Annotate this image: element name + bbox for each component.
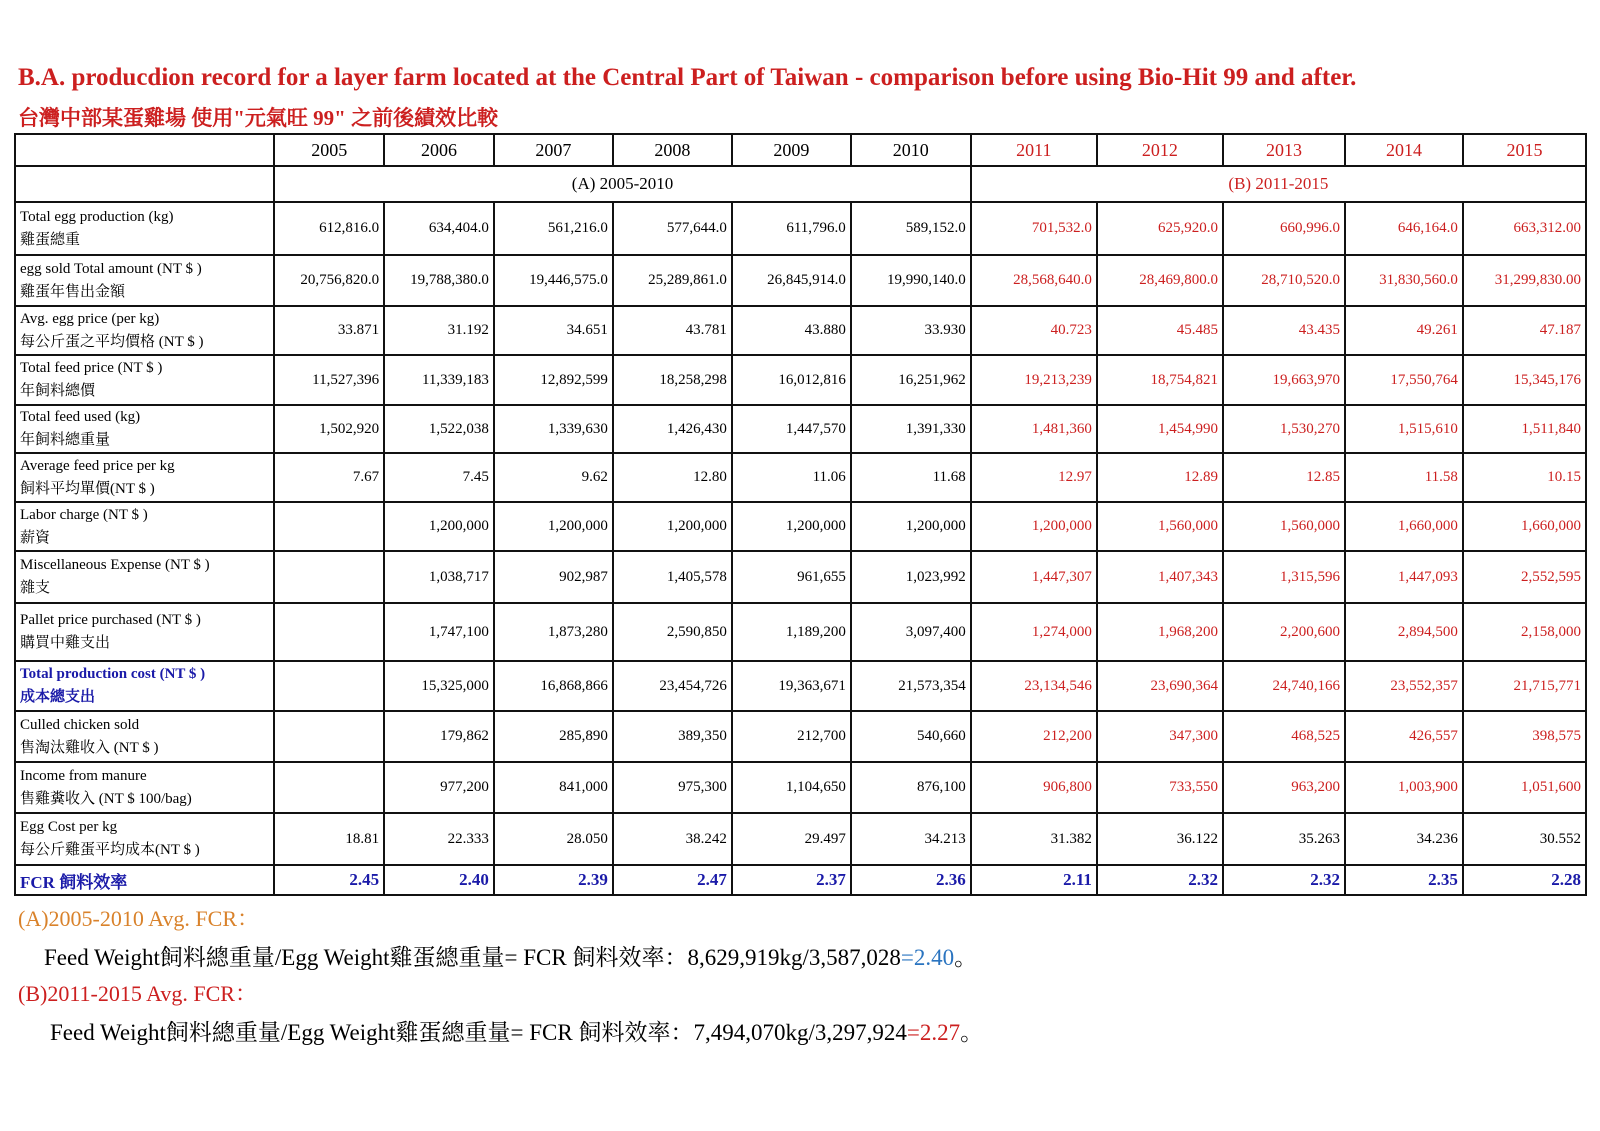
value-cell: 23,552,357 bbox=[1345, 661, 1463, 711]
row-label-cell bbox=[15, 603, 274, 661]
value-cell: 2,894,500 bbox=[1345, 603, 1463, 661]
value-cell bbox=[274, 711, 384, 762]
value-cell: 12,892,599 bbox=[494, 355, 613, 405]
value-cell: 2,590,850 bbox=[613, 603, 732, 661]
note-a-formula: Feed Weight飼料總重量/Egg Weight雞蛋總重量= FCR 飼料效率：8,629,919kg/3,587,028 bbox=[44, 945, 901, 970]
value-cell: 876,100 bbox=[851, 762, 971, 813]
value-cell: 28,710,520.0 bbox=[1223, 255, 1345, 306]
table-row bbox=[15, 202, 1586, 255]
note-b-formula: Feed Weight飼料總重量/Egg Weight雞蛋總重量= FCR 飼料效率：7,494,070kg/3,297,924 bbox=[50, 1020, 907, 1045]
row-label-english: Average feed price per kg bbox=[20, 457, 175, 474]
value-cell: 28,469,800.0 bbox=[1097, 255, 1223, 306]
value-cell bbox=[274, 603, 384, 661]
value-cell: 1,405,578 bbox=[613, 551, 732, 603]
value-cell: 49.261 bbox=[1345, 306, 1463, 355]
value-cell: 1,502,920 bbox=[274, 405, 384, 453]
value-cell: 30.552 bbox=[1463, 813, 1586, 865]
year-header-cell: 2005 bbox=[274, 134, 384, 166]
value-cell: 29.497 bbox=[732, 813, 851, 865]
value-cell: 12.97 bbox=[971, 453, 1097, 502]
row-label-cell bbox=[15, 661, 274, 711]
row-label-english: Labor charge (NT $ ) bbox=[20, 506, 148, 523]
value-cell: 212,700 bbox=[732, 711, 851, 762]
value-cell: 589,152.0 bbox=[851, 202, 971, 255]
value-cell: 33.871 bbox=[274, 306, 384, 355]
value-cell: 43.880 bbox=[732, 306, 851, 355]
value-cell: 17,550,764 bbox=[1345, 355, 1463, 405]
value-cell: 19,363,671 bbox=[732, 661, 851, 711]
fcr-value-cell: 2.45 bbox=[274, 865, 384, 895]
value-cell: 634,404.0 bbox=[384, 202, 494, 255]
row-label-english: Total production cost (NT $ ) bbox=[20, 666, 206, 682]
table-row bbox=[15, 502, 1586, 551]
value-cell: 19,990,140.0 bbox=[851, 255, 971, 306]
value-cell: 19,788,380.0 bbox=[384, 255, 494, 306]
value-cell: 1,315,596 bbox=[1223, 551, 1345, 603]
value-cell: 36.122 bbox=[1097, 813, 1223, 865]
fcr-value-cell: 2.32 bbox=[1223, 865, 1345, 895]
value-cell: 43.781 bbox=[613, 306, 732, 355]
value-cell: 21,573,354 bbox=[851, 661, 971, 711]
value-cell: 212,200 bbox=[971, 711, 1097, 762]
value-cell: 11.06 bbox=[732, 453, 851, 502]
value-cell: 1,038,717 bbox=[384, 551, 494, 603]
table-row bbox=[15, 306, 1586, 355]
value-cell: 11.58 bbox=[1345, 453, 1463, 502]
row-label-english: Egg Cost per kg bbox=[20, 819, 118, 835]
value-cell: 9.62 bbox=[494, 453, 613, 502]
value-cell: 12.85 bbox=[1223, 453, 1345, 502]
value-cell: 1,515,610 bbox=[1345, 405, 1463, 453]
fcr-value-cell: 2.39 bbox=[494, 865, 613, 895]
table-row bbox=[15, 711, 1586, 762]
value-cell: 1,747,100 bbox=[384, 603, 494, 661]
value-cell: 663,312.00 bbox=[1463, 202, 1586, 255]
period-blank-cell bbox=[15, 166, 274, 202]
fcr-value-cell: 2.47 bbox=[613, 865, 732, 895]
year-header-cell: 2012 bbox=[1097, 134, 1223, 166]
row-label-chinese: 雜支 bbox=[20, 580, 51, 596]
value-cell: 625,920.0 bbox=[1097, 202, 1223, 255]
value-cell: 540,660 bbox=[851, 711, 971, 762]
row-label-chinese: 每公斤蛋之平均價格 (NT $ ) bbox=[20, 333, 204, 350]
row-label-chinese: 年飼料總重量 bbox=[20, 432, 111, 448]
year-header-cell: 2011 bbox=[971, 134, 1097, 166]
value-cell: 28,568,640.0 bbox=[971, 255, 1097, 306]
value-cell: 31,299,830.00 bbox=[1463, 255, 1586, 306]
value-cell: 31.192 bbox=[384, 306, 494, 355]
value-cell: 12.80 bbox=[613, 453, 732, 502]
value-cell: 1,200,000 bbox=[384, 502, 494, 551]
fcr-value-cell: 2.11 bbox=[971, 865, 1097, 895]
value-cell: 2,158,000 bbox=[1463, 603, 1586, 661]
period-b-label: (B) 2011-2015 bbox=[971, 166, 1586, 202]
row-label-cell bbox=[15, 711, 274, 762]
production-record-table bbox=[14, 133, 1587, 896]
value-cell: 701,532.0 bbox=[971, 202, 1097, 255]
fcr-row bbox=[15, 865, 1586, 895]
row-label-cell bbox=[15, 762, 274, 813]
table-row bbox=[15, 453, 1586, 502]
value-cell: 18,754,821 bbox=[1097, 355, 1223, 405]
table-row bbox=[15, 813, 1586, 865]
value-cell: 285,890 bbox=[494, 711, 613, 762]
value-cell: 1,200,000 bbox=[971, 502, 1097, 551]
table-row bbox=[15, 762, 1586, 813]
value-cell: 1,511,840 bbox=[1463, 405, 1586, 453]
table-row bbox=[15, 255, 1586, 306]
row-label-english: Income from manure bbox=[20, 767, 147, 784]
value-cell: 1,968,200 bbox=[1097, 603, 1223, 661]
row-label-cell bbox=[15, 355, 274, 405]
value-cell: 3,097,400 bbox=[851, 603, 971, 661]
value-cell: 1,200,000 bbox=[613, 502, 732, 551]
value-cell: 16,251,962 bbox=[851, 355, 971, 405]
value-cell: 611,796.0 bbox=[732, 202, 851, 255]
year-header-cell: 2007 bbox=[494, 134, 613, 166]
value-cell: 975,300 bbox=[613, 762, 732, 813]
value-cell bbox=[274, 762, 384, 813]
value-cell: 1,522,038 bbox=[384, 405, 494, 453]
value-cell: 1,274,000 bbox=[971, 603, 1097, 661]
value-cell: 1,560,000 bbox=[1097, 502, 1223, 551]
value-cell: 26,845,914.0 bbox=[732, 255, 851, 306]
value-cell: 31,830,560.0 bbox=[1345, 255, 1463, 306]
fcr-value-cell: 2.32 bbox=[1097, 865, 1223, 895]
value-cell: 1,391,330 bbox=[851, 405, 971, 453]
value-cell: 1,447,093 bbox=[1345, 551, 1463, 603]
value-cell: 733,550 bbox=[1097, 762, 1223, 813]
table-row bbox=[15, 603, 1586, 661]
value-cell: 43.435 bbox=[1223, 306, 1345, 355]
value-cell: 20,756,820.0 bbox=[274, 255, 384, 306]
year-header-cell: 2008 bbox=[613, 134, 732, 166]
value-cell: 612,816.0 bbox=[274, 202, 384, 255]
row-label-cell bbox=[15, 453, 274, 502]
value-cell: 1,560,000 bbox=[1223, 502, 1345, 551]
value-cell: 1,454,990 bbox=[1097, 405, 1223, 453]
value-cell: 24,740,166 bbox=[1223, 661, 1345, 711]
row-label-cell bbox=[15, 405, 274, 453]
row-label-cell bbox=[15, 202, 274, 255]
value-cell: 1,530,270 bbox=[1223, 405, 1345, 453]
row-label-cell bbox=[15, 551, 274, 603]
row-label-chinese: 雞蛋年售出金額 bbox=[20, 283, 126, 300]
value-cell: 25,289,861.0 bbox=[613, 255, 732, 306]
value-cell: 2,200,600 bbox=[1223, 603, 1345, 661]
value-cell: 34.213 bbox=[851, 813, 971, 865]
table-row bbox=[15, 551, 1586, 603]
value-cell: 1,407,343 bbox=[1097, 551, 1223, 603]
value-cell: 15,345,176 bbox=[1463, 355, 1586, 405]
row-label-english: Total feed used (kg) bbox=[20, 409, 141, 425]
value-cell: 468,525 bbox=[1223, 711, 1345, 762]
value-cell: 1,447,307 bbox=[971, 551, 1097, 603]
value-cell: 1,481,360 bbox=[971, 405, 1097, 453]
row-label-chinese: 飼料平均單價(NT $ ) bbox=[20, 480, 155, 497]
value-cell: 577,644.0 bbox=[613, 202, 732, 255]
value-cell: 1,447,570 bbox=[732, 405, 851, 453]
note-a-heading: (A)2005-2010 Avg. FCR： bbox=[18, 906, 259, 931]
row-label-chinese: 每公斤雞蛋平均成本(NT $ ) bbox=[20, 842, 200, 858]
value-cell: 389,350 bbox=[613, 711, 732, 762]
note-a-end: 。 bbox=[954, 945, 978, 970]
note-b-heading: (B)2011-2015 Avg. FCR： bbox=[18, 981, 257, 1006]
value-cell: 15,325,000 bbox=[384, 661, 494, 711]
value-cell: 18,258,298 bbox=[613, 355, 732, 405]
value-cell: 963,200 bbox=[1223, 762, 1345, 813]
row-label-chinese: 年飼料總價 bbox=[20, 383, 96, 399]
row-label-chinese: 雞蛋總重 bbox=[20, 231, 81, 248]
value-cell: 1,660,000 bbox=[1345, 502, 1463, 551]
value-cell: 1,200,000 bbox=[732, 502, 851, 551]
value-cell: 45.485 bbox=[1097, 306, 1223, 355]
value-cell: 16,012,816 bbox=[732, 355, 851, 405]
year-header-row bbox=[15, 134, 1586, 166]
value-cell: 35.263 bbox=[1223, 813, 1345, 865]
value-cell: 40.723 bbox=[971, 306, 1097, 355]
row-label-chinese: 購買中雞支出 bbox=[20, 635, 111, 651]
value-cell bbox=[274, 661, 384, 711]
value-cell bbox=[274, 502, 384, 551]
note-b-formula-line bbox=[50, 1014, 983, 1047]
row-label-english: egg sold Total amount (NT $ ) bbox=[20, 260, 202, 277]
value-cell: 179,862 bbox=[384, 711, 494, 762]
value-cell: 426,557 bbox=[1345, 711, 1463, 762]
fcr-value-cell: 2.28 bbox=[1463, 865, 1586, 895]
value-cell: 7.67 bbox=[274, 453, 384, 502]
row-label-english: Total egg production (kg) bbox=[20, 208, 174, 225]
period-header-row bbox=[15, 166, 1586, 202]
value-cell: 1,873,280 bbox=[494, 603, 613, 661]
value-cell: 21,715,771 bbox=[1463, 661, 1586, 711]
value-cell: 347,300 bbox=[1097, 711, 1223, 762]
row-label-cell bbox=[15, 502, 274, 551]
value-cell: 34.651 bbox=[494, 306, 613, 355]
year-header-cell: 2010 bbox=[851, 134, 971, 166]
value-cell: 7.45 bbox=[384, 453, 494, 502]
value-cell: 961,655 bbox=[732, 551, 851, 603]
value-cell: 1,023,992 bbox=[851, 551, 971, 603]
value-cell: 1,339,630 bbox=[494, 405, 613, 453]
fcr-value-cell: 2.40 bbox=[384, 865, 494, 895]
value-cell: 1,200,000 bbox=[494, 502, 613, 551]
page-title-english: B.A. producdion record for a layer farm located at the Central Part of Taiwan - comparison before using Bio-Hit 99 and after. bbox=[18, 64, 1357, 91]
year-header-cell: 2013 bbox=[1223, 134, 1345, 166]
value-cell: 1,051,600 bbox=[1463, 762, 1586, 813]
note-b-end: 。 bbox=[960, 1020, 984, 1045]
value-cell: 47.187 bbox=[1463, 306, 1586, 355]
value-cell: 28.050 bbox=[494, 813, 613, 865]
value-cell: 660,996.0 bbox=[1223, 202, 1345, 255]
year-header-cell: 2014 bbox=[1345, 134, 1463, 166]
value-cell: 902,987 bbox=[494, 551, 613, 603]
period-a-label: (A) 2005-2010 bbox=[274, 166, 971, 202]
value-cell: 11,339,183 bbox=[384, 355, 494, 405]
value-cell: 22.333 bbox=[384, 813, 494, 865]
fcr-value-cell: 2.36 bbox=[851, 865, 971, 895]
year-header-cell: 2015 bbox=[1463, 134, 1586, 166]
value-cell: 16,868,866 bbox=[494, 661, 613, 711]
row-label-chinese: 薪資 bbox=[20, 529, 51, 546]
row-label-english: Miscellaneous Expense (NT $ ) bbox=[20, 557, 210, 573]
value-cell: 398,575 bbox=[1463, 711, 1586, 762]
table-row bbox=[15, 405, 1586, 453]
row-label-english: Avg. egg price (per kg) bbox=[20, 310, 160, 327]
value-cell: 38.242 bbox=[613, 813, 732, 865]
value-cell: 11.68 bbox=[851, 453, 971, 502]
value-cell: 841,000 bbox=[494, 762, 613, 813]
fcr-value-cell: 2.35 bbox=[1345, 865, 1463, 895]
row-label-english: Pallet price purchased (NT $ ) bbox=[20, 612, 201, 628]
table-row bbox=[15, 661, 1586, 711]
value-cell: 12.89 bbox=[1097, 453, 1223, 502]
value-cell: 23,454,726 bbox=[613, 661, 732, 711]
row-label-chinese: 售雞糞收入 (NT $ 100/bag) bbox=[20, 790, 192, 807]
header-blank-cell bbox=[15, 134, 274, 166]
value-cell: 2,552,595 bbox=[1463, 551, 1586, 603]
row-label-cell bbox=[15, 813, 274, 865]
value-cell: 1,426,430 bbox=[613, 405, 732, 453]
table-row bbox=[15, 355, 1586, 405]
note-a-result: =2.40 bbox=[900, 945, 955, 970]
value-cell: 906,800 bbox=[971, 762, 1097, 813]
value-cell: 561,216.0 bbox=[494, 202, 613, 255]
fcr-label-cell: FCR 飼料效率 bbox=[15, 865, 274, 895]
value-cell: 646,164.0 bbox=[1345, 202, 1463, 255]
year-header-cell: 2006 bbox=[384, 134, 494, 166]
note-b-result: =2.27 bbox=[906, 1020, 961, 1045]
row-label-english: Total feed price (NT $ ) bbox=[20, 360, 163, 376]
value-cell: 977,200 bbox=[384, 762, 494, 813]
value-cell: 23,134,546 bbox=[971, 661, 1097, 711]
value-cell: 19,213,239 bbox=[971, 355, 1097, 405]
value-cell: 1,003,900 bbox=[1345, 762, 1463, 813]
value-cell: 23,690,364 bbox=[1097, 661, 1223, 711]
value-cell bbox=[274, 551, 384, 603]
row-label-chinese: 成本總支出 bbox=[20, 689, 96, 705]
value-cell: 1,189,200 bbox=[732, 603, 851, 661]
value-cell: 1,104,650 bbox=[732, 762, 851, 813]
row-label-english: Culled chicken sold bbox=[20, 716, 140, 733]
value-cell: 1,660,000 bbox=[1463, 502, 1586, 551]
value-cell: 31.382 bbox=[971, 813, 1097, 865]
year-header-cell: 2009 bbox=[732, 134, 851, 166]
value-cell: 18.81 bbox=[274, 813, 384, 865]
value-cell: 33.930 bbox=[851, 306, 971, 355]
value-cell: 19,663,970 bbox=[1223, 355, 1345, 405]
value-cell: 1,200,000 bbox=[851, 502, 971, 551]
row-label-cell bbox=[15, 255, 274, 306]
value-cell: 11,527,396 bbox=[274, 355, 384, 405]
row-label-cell bbox=[15, 306, 274, 355]
value-cell: 34.236 bbox=[1345, 813, 1463, 865]
row-label-chinese: 售淘汰雞收入 (NT $ ) bbox=[20, 739, 159, 756]
value-cell: 10.15 bbox=[1463, 453, 1586, 502]
value-cell: 19,446,575.0 bbox=[494, 255, 613, 306]
note-a-formula-line bbox=[44, 939, 977, 972]
page-title-chinese: 台灣中部某蛋雞場 使用"元氣旺 99" 之前後績效比較 bbox=[18, 106, 499, 130]
fcr-value-cell: 2.37 bbox=[732, 865, 851, 895]
